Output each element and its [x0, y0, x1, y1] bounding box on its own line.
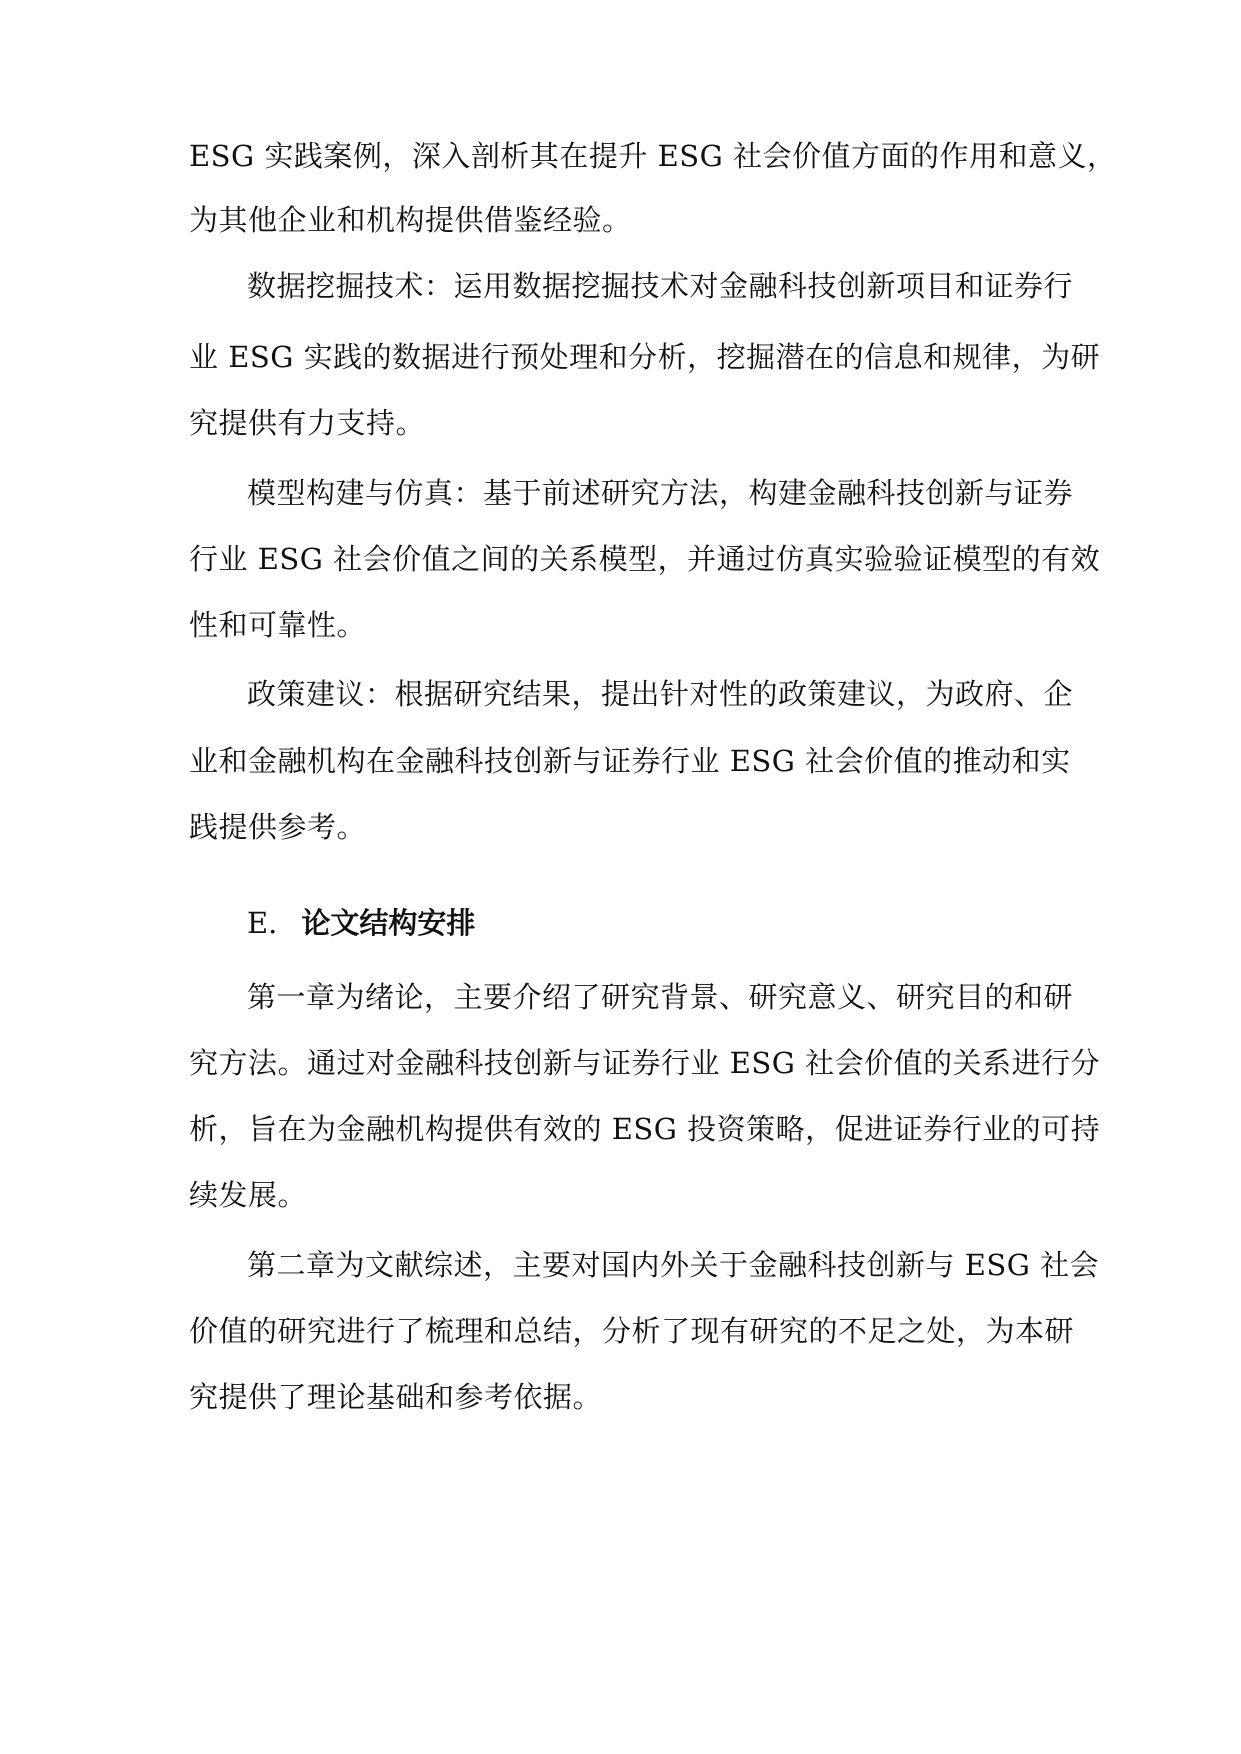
paragraph-line: 究方法。通过对金融科技创新与证券行业 ESG 社会价值的关系进行分: [189, 1046, 1101, 1080]
paragraph-line: 业 ESG 实践的数据进行预处理和分析，挖掘潜在的信息和规律，为研: [189, 340, 1101, 374]
paragraph-line: 价值的研究进行了梳理和总结，分析了现有研究的不足之处，为本研: [189, 1314, 1075, 1348]
section-number: E.: [247, 906, 278, 940]
paragraph-line: 政策建议：根据研究结果，提出针对性的政策建议，为政府、企: [247, 677, 1074, 711]
paragraph-line: 模型构建与仿真：基于前述研究方法，构建金融科技创新与证券: [247, 476, 1074, 510]
paragraph-line: 业和金融机构在金融科技创新与证券行业 ESG 社会价值的推动和实: [189, 744, 1071, 778]
paragraph-line: 究提供了理论基础和参考依据。: [189, 1380, 603, 1414]
paragraph-line: 行业 ESG 社会价值之间的关系模型，并通过仿真实验验证模型的有效: [189, 542, 1101, 576]
paragraph-line: 究提供有力支持。: [189, 406, 426, 440]
paragraph-line: 数据挖掘技术：运用数据挖掘技术对金融科技创新项目和证券行: [247, 269, 1074, 303]
paragraph-line: 续发展。: [189, 1178, 308, 1212]
paragraph-line: 为其他企业和机构提供借鉴经验。: [189, 203, 632, 237]
paragraph-line: 析，旨在为金融机构提供有效的 ESG 投资策略，促进证券行业的可持: [189, 1112, 1101, 1146]
section-heading: [247, 903, 475, 943]
paragraph-line: ESG 实践案例，深入剖析其在提升 ESG 社会价值方面的作用和意义，: [189, 139, 1117, 173]
section-title: 论文结构安排: [301, 906, 476, 940]
paragraph-line: 性和可靠性。: [189, 608, 367, 642]
paragraph-line: 第一章为绪论，主要介绍了研究背景、研究意义、研究目的和研: [247, 980, 1074, 1014]
paragraph-line: 第二章为文献综述，主要对国内外关于金融科技创新与 ESG 社会: [247, 1248, 1100, 1282]
paragraph-line: 践提供参考。: [189, 810, 367, 844]
